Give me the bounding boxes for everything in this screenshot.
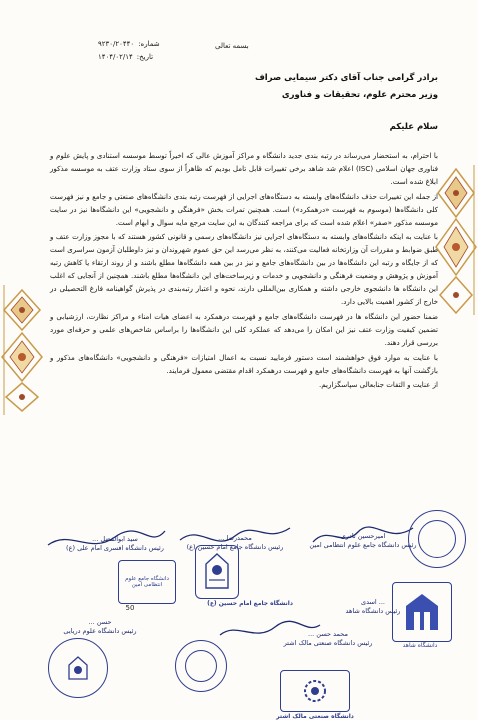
addressee-title: وزیر محترم علوم، تحقیقات و فناوری: [281, 90, 438, 100]
signatory-title: رئیس دانشگاه شاهد: [345, 607, 401, 615]
signatory-name: سید ابوالفضل ...: [92, 535, 138, 543]
date-label: تاریخ:: [136, 53, 154, 61]
shahed-stamp-text: دانشگاه شاهد: [402, 642, 438, 649]
stamp-number: 50: [125, 604, 135, 612]
letter-body: [50, 150, 438, 394]
paragraph-4: ضمنا حضور این دانشگاه ها در فهرست دانشگاه‌های جامع و فهرست درهمکرد به اعضای هیات امناء و مراکز نظارت، ارزشیابی و تضمین کیفیت وزارت عتف نیز این امکان را می‌دهد که عملکرد کلی این دانشگاه‌ها را براساس شاخص‌های علمی و حرفه‌ای مورد بررسی قرار دهند.: [50, 311, 438, 347]
paragraph-5: با عنایت به موارد فوق خواهشمند است دستور فرمایید نسبت به اعمال امتیازات «فرهنگی و دانشجویی» دانشگاه‌های مذکور و بازگشت آنها به فهرست دانشگاه‌های جامع و فهرست درهمکرد اقدام مقتضی معمول فرمایند.: [50, 352, 438, 375]
greeting: سلام علیکم: [389, 122, 438, 132]
imam-hossein-stamp-text: دانشگاه جامع امام حسین (ع): [207, 600, 293, 607]
signature-area: [0, 520, 478, 720]
imam-hossein-logo: [195, 545, 239, 599]
basmala: بسمه تعالی: [215, 42, 249, 50]
ornament-right-graphic: [434, 165, 478, 315]
addressee: [178, 70, 438, 104]
paragraph-3: با عنایت به اینکه دانشگاه‌های وابسته به دستگاه‌های اجرایی نیز دانشگاه‌های رسمی و قانونی کشور هستند که با مجوز وزارت عتف و طبق ضوابط و مقررات آن وزارتخانه فعالیت می‌کنند، به نظر می‌رسد این حق عموم شهروندان و نیز داوطلبان آزمون سراسری است که از جایگاه و رتبه این دانشگاه‌ها در بین دانشگاه‌های جامع و نیز در بین همه دانشگاه‌ها مطلع باشند و از روند ارتقاء یا کاهش رتبه آموزش و پژوهش و وضعیت فرهنگی و دانشجویی و خدمات و زیرساخت‌های این دانشگاه‌ها مطلع باشند. همچنین از آنجایی که اغلب این دانشگاه ها دانشجوی خارجی داشته و همکاری بین‌المللی دارند، نحوه و اعتبار رتبه‌بندی در پذیرش گواهینامه فارغ التحصیلی در خارج از کشور اهمیت بالایی دارد.: [50, 232, 438, 306]
date-value: ۱۴۰۴/۰۲/۱۴: [98, 53, 133, 61]
shahed-logo: [392, 582, 452, 642]
signature-scribble-4: [215, 615, 325, 645]
stamp-university-round-3: [175, 640, 227, 692]
signatory-title: رئیس دانشگاه جامع امام حسین (ع): [186, 543, 284, 551]
letter-date-row: [98, 51, 248, 64]
amin-stamp-text: دانشگاه جامع علوم انتظامی امین: [125, 576, 169, 588]
letter-meta: [98, 38, 248, 64]
paragraph-1: با احترام، به استحضار می‌رساند در رتبه بندی جدید دانشگاه و مراکز آموزش عالی که اخیراً توسط موسسه استنادی و پایش علوم و فناوری جهان اسلامی (ISC) اعلام شد شاهد برخی تغییرات قابل تامل بودیم که ظاهراً از سوی ستاد وزارت عتف به موسسه مذکور ابلاغ شده است.: [50, 151, 438, 186]
signatory-name: ... اسدی: [360, 598, 386, 606]
signature-scribble-1: [308, 520, 418, 550]
signatory-title: رئیس دانشگاه صنعتی مالک اشتر: [283, 639, 373, 647]
building-emblem-icon: [400, 590, 444, 634]
addressee-name: برادر گرامی جناب آقای دکتر سیمایی صراف: [254, 73, 438, 83]
number-label: شماره:: [138, 40, 160, 48]
signatory-name: محمدرضا ...: [218, 534, 252, 542]
stamp-inner-ring: [185, 650, 217, 682]
signatory-title: رئیس دانشگاه افسری امام علی (ع): [66, 544, 164, 552]
stamp-university-round-2: [48, 638, 108, 698]
right-ornament: [434, 165, 478, 315]
signature-block-6: [40, 618, 160, 636]
closing-line: از عنایت و التفات جنابعالی سپاسگزاریم.: [319, 380, 438, 390]
malek-ashtar-logo: [280, 670, 350, 712]
signatory-name: محمد حسن ...: [308, 630, 348, 638]
stamp-university-round-1: [408, 510, 466, 568]
mosque-emblem-icon: [200, 550, 234, 594]
paragraph-2: از جمله این تغییرات حذف دانشگاه‌های وابسته به دستگاه‌های اجرایی از فهرست رتبه بندی دانشگاه‌های صنعتی و جامع و نیز فهرست کلی دانشگاه‌ها (موسوم به فهرست «درهمکرد») است. همچنین تمرات بخش «فرهنگی و دانشجویی» این دانشگاه‌ها نیز در سایت موسسه مذکور «صفر» اعلام شده است که برای مراجعه کنندگان به این سایت مرجع مایه سوال و ابهام است.: [50, 191, 438, 227]
signatory-name: حسن ...: [88, 618, 112, 626]
amin-stamp: [118, 560, 176, 604]
stamp-inner-ring: [418, 520, 456, 558]
letter-number-row: [98, 38, 248, 51]
left-ornament: [0, 285, 44, 415]
signature-scribble-3: [40, 525, 170, 555]
emblem-icon: [63, 653, 93, 683]
ornament-left-graphic: [0, 285, 44, 415]
gear-emblem-icon: [300, 677, 330, 705]
signatory-title: رئیس دانشگاه علوم دریایی: [63, 627, 137, 635]
signatory-name: امیرحسین نادری: [340, 532, 386, 540]
signatory-title: رئیس دانشگاه جامع علوم انتظامی امین: [309, 541, 417, 549]
malek-ashtar-stamp-text: دانشگاه صنعتی مالک اشتر: [276, 713, 354, 720]
number-value: ۹۲۳۰/۲۰۴۴۰: [98, 40, 135, 48]
